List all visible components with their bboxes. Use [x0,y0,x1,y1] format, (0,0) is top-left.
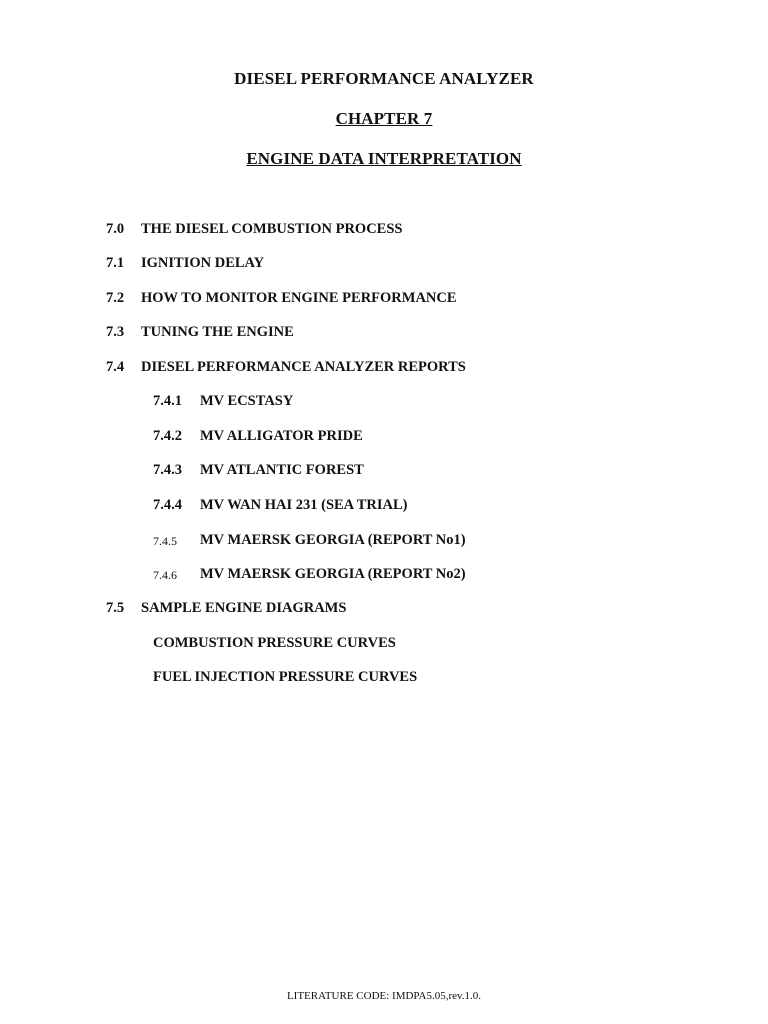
toc-number: 7.4.4 [153,497,182,513]
toc-number: 7.3 [106,324,125,340]
toc-title: HOW TO MONITOR ENGINE PERFORMANCE [141,290,457,306]
toc-title: SAMPLE ENGINE DIAGRAMS [141,600,347,616]
toc-number: 7.4.2 [153,428,182,444]
toc-title: MV MAERSK GEORGIA (REPORT No1) [200,532,466,548]
toc-number: 7.4 [106,359,125,375]
toc-number: 7.4.5 [153,534,177,548]
toc-title: THE DIESEL COMBUSTION PROCESS [141,221,403,237]
toc-title: MV WAN HAI 231 (SEA TRIAL) [200,497,408,513]
toc-title: TUNING THE ENGINE [141,324,294,340]
document-title: DIESEL PERFORMANCE ANALYZER [234,69,534,88]
toc-title: COMBUSTION PRESSURE CURVES [153,635,396,651]
toc-number: 7.4.6 [153,568,177,582]
toc-title: FUEL INJECTION PRESSURE CURVES [153,669,418,685]
toc-title: DIESEL PERFORMANCE ANALYZER REPORTS [141,359,466,375]
toc-title: MV ALLIGATOR PRIDE [200,428,363,444]
toc-number: 7.1 [106,255,125,271]
toc-number: 7.4.1 [153,393,182,409]
literature-code-footer: LITERATURE CODE: IMDPA5.05,rev.1.0. [286,990,482,1002]
toc-entry-combustion-curves [153,635,396,652]
toc-title: MV ATLANTIC FOREST [200,462,364,478]
toc-entry-fuel-injection-curves [153,669,417,686]
toc-number: 7.2 [106,290,125,306]
toc-number: 7.0 [106,221,125,237]
toc-number: 7.5 [106,600,125,616]
chapter-subtitle: ENGINE DATA INTERPRETATION [246,149,522,168]
toc-title: MV MAERSK GEORGIA (REPORT No2) [200,566,466,582]
toc-number: 7.4.3 [153,462,182,478]
toc-title: IGNITION DELAY [141,255,265,271]
chapter-label: CHAPTER 7 [335,109,433,128]
toc-title: MV ECSTASY [200,393,294,409]
